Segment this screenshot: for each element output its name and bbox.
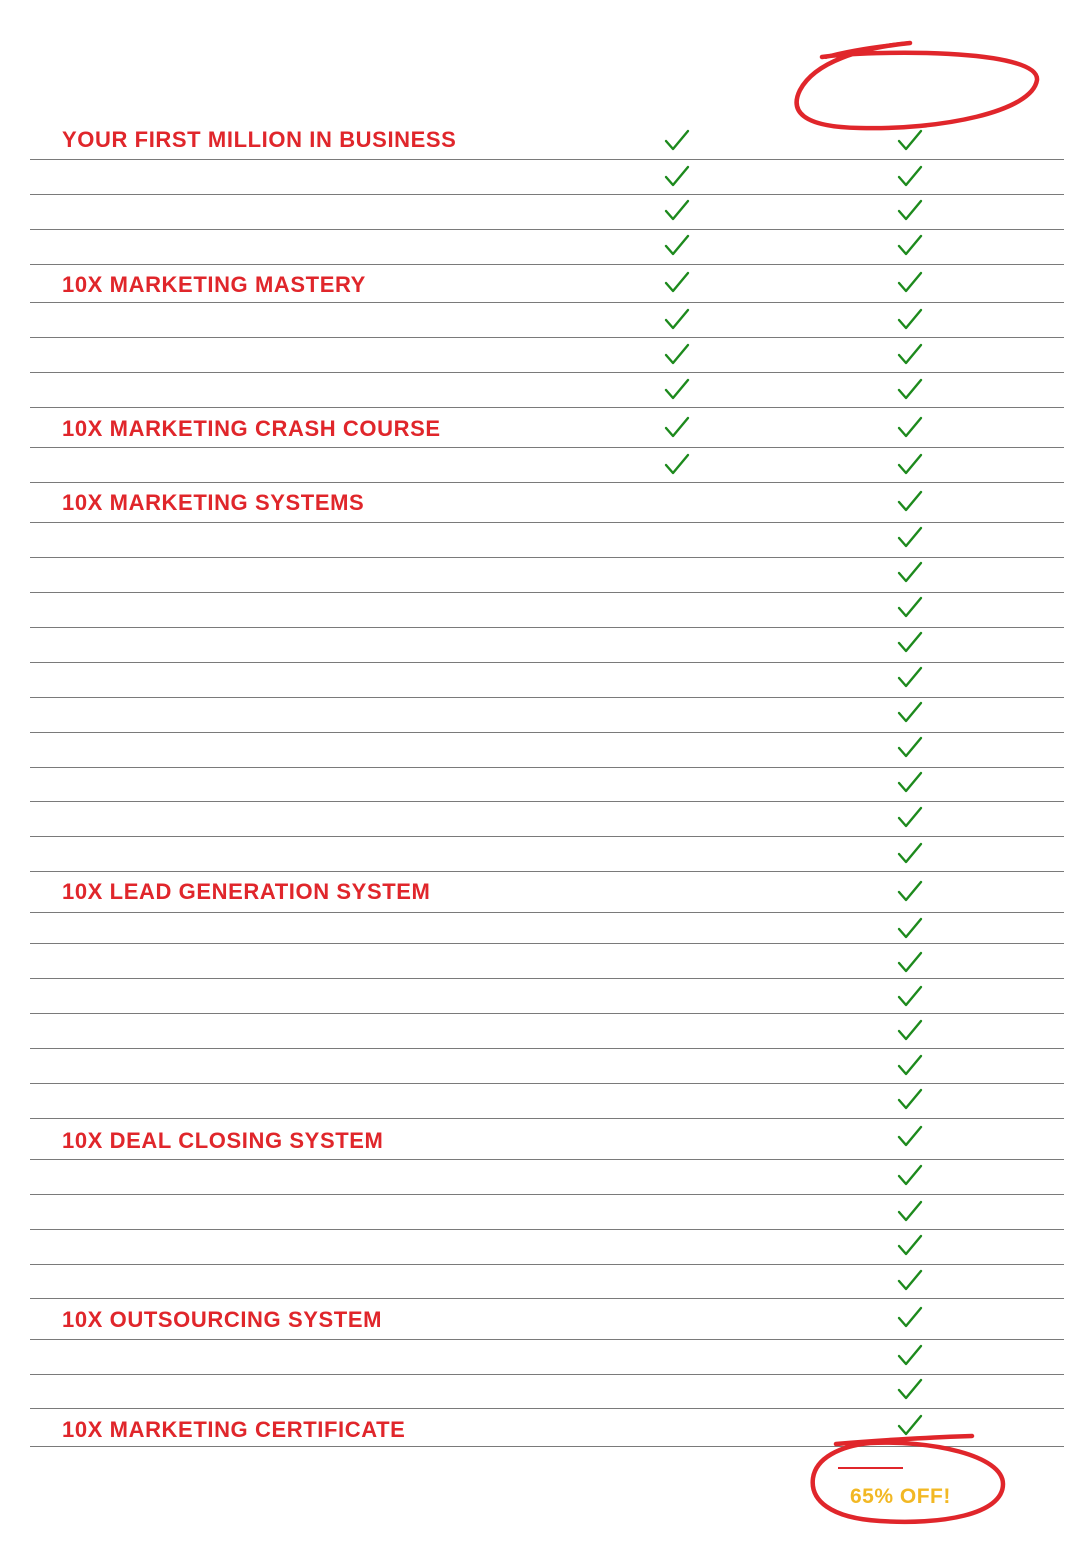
checkmark-icon <box>664 199 690 223</box>
row-divider <box>30 871 1064 872</box>
row-divider <box>30 229 1064 230</box>
row-divider <box>30 627 1064 628</box>
row-divider <box>30 801 1064 802</box>
row-divider <box>30 522 1064 523</box>
row-divider <box>30 1446 1064 1447</box>
checkmark-icon <box>897 631 923 655</box>
checkmark-icon <box>897 1414 923 1438</box>
checkmark-icon <box>897 736 923 760</box>
row-divider <box>30 836 1064 837</box>
checkmark-icon <box>897 917 923 941</box>
checkmark-icon <box>897 951 923 975</box>
checkmark-icon <box>897 526 923 550</box>
row-divider <box>30 732 1064 733</box>
row-divider <box>30 1408 1064 1409</box>
row-divider <box>30 302 1064 303</box>
checkmark-icon <box>897 1019 923 1043</box>
checkmark-icon <box>897 806 923 830</box>
checkmark-icon <box>897 1234 923 1258</box>
row-divider <box>30 447 1064 448</box>
row-divider <box>30 482 1064 483</box>
section-title: 10X OUTSOURCING SYSTEM <box>62 1307 383 1332</box>
row-divider <box>30 1118 1064 1119</box>
checkmark-icon <box>897 378 923 402</box>
section-title: 10X MARKETING MASTERY <box>62 272 366 297</box>
checkmark-icon <box>897 1269 923 1293</box>
checkmark-icon <box>897 271 923 295</box>
row-divider <box>30 767 1064 768</box>
checkmark-icon <box>897 343 923 367</box>
top-scribble-annotation <box>826 43 910 57</box>
row-divider <box>30 407 1064 408</box>
section-title: 10X MARKETING CERTIFICATE <box>62 1417 406 1442</box>
row-divider <box>30 662 1064 663</box>
row-divider <box>30 1194 1064 1195</box>
checkmark-icon <box>897 165 923 189</box>
row-divider <box>30 1298 1064 1299</box>
checkmark-icon <box>897 490 923 514</box>
checkmark-icon <box>897 1306 923 1330</box>
section-title: 10X DEAL CLOSING SYSTEM <box>62 1128 384 1153</box>
top-circle-annotation <box>797 43 1037 128</box>
row-divider <box>30 943 1064 944</box>
row-divider <box>30 1159 1064 1160</box>
checkmark-icon <box>897 416 923 440</box>
checkmark-icon <box>897 308 923 332</box>
checkmark-icon <box>897 453 923 477</box>
checkmark-icon <box>897 561 923 585</box>
checkmark-icon <box>664 129 690 153</box>
checkmark-icon <box>664 165 690 189</box>
checkmark-icon <box>897 234 923 258</box>
row-divider <box>30 1229 1064 1230</box>
section-title: 10X LEAD GENERATION SYSTEM <box>62 879 431 904</box>
row-divider <box>30 1264 1064 1265</box>
row-divider <box>30 1374 1064 1375</box>
checkmark-icon <box>897 1344 923 1368</box>
checkmark-icon <box>897 842 923 866</box>
section-title: 10X MARKETING CRASH COURSE <box>62 416 441 441</box>
row-divider <box>30 697 1064 698</box>
row-divider <box>30 978 1064 979</box>
row-divider <box>30 264 1064 265</box>
checkmark-icon <box>897 199 923 223</box>
checkmark-icon <box>897 666 923 690</box>
checkmark-icon <box>664 234 690 258</box>
checkmark-icon <box>897 1088 923 1112</box>
checkmark-icon <box>897 129 923 153</box>
row-divider <box>30 592 1064 593</box>
checkmark-icon <box>897 1054 923 1078</box>
discount-badge: 65% OFF! <box>850 1485 951 1508</box>
checkmark-icon <box>664 271 690 295</box>
checkmark-icon <box>897 771 923 795</box>
row-divider <box>30 194 1064 195</box>
checkmark-icon <box>897 701 923 725</box>
row-divider <box>30 1083 1064 1084</box>
checkmark-icon <box>897 1200 923 1224</box>
row-divider <box>30 1339 1064 1340</box>
row-divider <box>30 337 1064 338</box>
checkmark-icon <box>897 985 923 1009</box>
checkmark-icon <box>897 1125 923 1149</box>
checkmark-icon <box>664 416 690 440</box>
checkmark-icon <box>664 378 690 402</box>
checkmark-icon <box>897 880 923 904</box>
section-title: YOUR FIRST MILLION IN BUSINESS <box>62 127 457 152</box>
row-divider <box>30 1013 1064 1014</box>
row-divider <box>30 912 1064 913</box>
checkmark-icon <box>897 1164 923 1188</box>
row-divider <box>30 159 1064 160</box>
checkmark-icon <box>664 343 690 367</box>
checkmark-icon <box>664 308 690 332</box>
checkmark-icon <box>897 596 923 620</box>
row-divider <box>30 1048 1064 1049</box>
checkmark-icon <box>664 453 690 477</box>
checkmark-icon <box>897 1378 923 1402</box>
section-title: 10X MARKETING SYSTEMS <box>62 490 365 515</box>
row-divider <box>30 372 1064 373</box>
row-divider <box>30 557 1064 558</box>
